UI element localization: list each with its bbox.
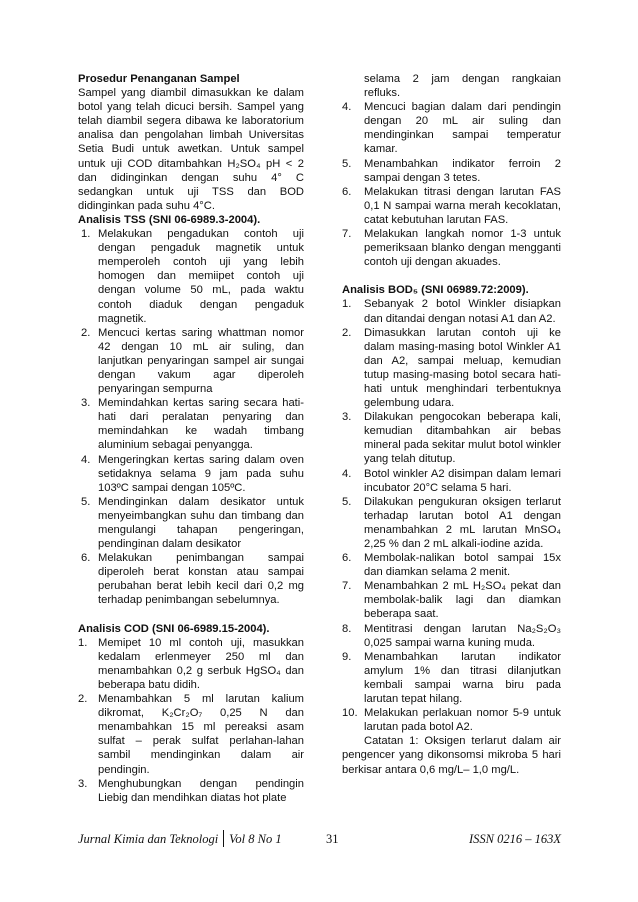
section-heading-sample-handling: Prosedur Penanganan Sampel: [78, 73, 240, 85]
list-item: 5. Dilakukan pengukuran oksigen terlarut terhadap larutan botol A1 dengan menambahkan 2 mL larutan MnSO₄ 2,25 % dan 2 mL alkali-iodine azida.: [342, 495, 561, 550]
list-item: 3. Menghubungkan dengan pendingin Liebig dan mendihkan diatas hot plate: [78, 777, 304, 804]
list-item-continuation: selama 2 jam dengan rangkaian refluks.: [364, 73, 561, 100]
journal-volume: Vol 8 No 1: [229, 832, 282, 846]
sample-handling-paragraph: Sampel yang diambil dimasukkan ke dalam botol yang telah dicuci bersih. Sampel yang telah diambil segera dibawa ke laboratorium analisa dan pengolahan limbah Universitas Setia Budi untuk awetkan. Untuk sampel untuk uji COD ditambahkan H₂SO₄ pH < 2 dan didinginkan dengan suhu 4° C sedangkan untuk uji TSS dan BOD didinginkan pada suhu 4°C.: [78, 87, 304, 212]
section-heading-bod: Analisis BOD₅ (SNI 06989.72:2009).: [342, 284, 529, 297]
list-item: 5. Menambahkan indikator ferroin 2 sampai dengan 3 tetes.: [342, 157, 561, 184]
list-item: 1. Melakukan pengadukan contoh uji dengan pengaduk magnetik untuk memperoleh contoh uji yang lebih homogen dan memiipet contoh uji dengan volume 50 mL, pada waktu contoh diaduk dengan pengaduk magnetik.: [81, 228, 304, 325]
list-item: 6. Melakukan penimbangan sampai diperoleh berat konstan atau sampai perubahan berat lebih kecil dari 0,2 mg terhadap penimbangan sebelumnya.: [81, 552, 304, 607]
tss-steps-list: [78, 227, 304, 608]
note-paragraph: Catatan 1: Oksigen terlarut dalam air pengencer yang dikonsomsi mikroba 5 hari berkisar antara 0,6 mg/L– 1,0 mg/L.: [342, 735, 561, 776]
list-item: 3. Dilakukan pengocokan beberapa kali, kemudian ditambahkan air bebas mineral pada sekitar mulut botol winkler yang telah ditutup.: [342, 411, 561, 466]
list-item: 1. Memipet 10 ml contoh uji, masukkan kedalam erlenmeyer 250 ml dan menambahkan 0,2 g serbuk HgSO₄ dan beberapa batu didih.: [78, 636, 304, 691]
page-footer: [78, 832, 561, 848]
list-item: 5. Mendinginkan dalam desikator untuk menyeimbangkan suhu dan timbang dan mengulangi tahapan pengeringan, pendinginan dalam desikator: [81, 495, 304, 551]
list-item: 6. Membolak-nalikan botol sampai 15x dan diamkan selama 2 menit.: [342, 552, 561, 579]
list-item: 2. Dimasukkan larutan contoh uji ke dalam masing-masing botol Winkler A1 dan A2, sampai meluap, kemudian tutup masing-masing botol secara hati-hati untuk menghindari terbentuknya gelembung udara.: [342, 326, 561, 410]
list-item: 8. Mentitrasi dengan larutan Na₂S₂O₃ 0,025 sampai warna kuning muda.: [342, 622, 561, 649]
list-item: 2. Menambahkan 5 ml larutan kalium dikromat, K₂Cr₂O₇ 0,25 N dan menambahkan 15 ml pereaksi asam sulfat – perak sulfat perlahan-lahan sambil mendinginkan dalam air pendingin.: [78, 693, 304, 776]
journal-name: Jurnal Kimia dan Teknologi: [78, 832, 219, 846]
list-item: 4. Mengeringkan kertas saring dalam oven setidaknya selama 9 jam pada suhu 103ºC sampai dengan 105ºC.: [81, 453, 304, 494]
list-item: 7. Melakukan langkah nomor 1-3 untuk pemeriksaan blanko dengan mengganti contoh uji dengan akuades.: [342, 228, 561, 269]
list-item: 7. Menambahkan 2 mL H₂SO₄ pekat dan membolak-balik lagi dan diamkan beberapa saat.: [342, 580, 561, 621]
right-column: [342, 72, 561, 777]
page-number: 31: [326, 832, 339, 846]
list-item: 4. Botol winkler A2 disimpan dalam lemari incubator 20°C selama 5 hari.: [342, 467, 561, 494]
list-item: 6. Melakukan titrasi dengan larutan FAS 0,1 N sampai warna merah kecoklatan, catat kebutuhan larutan FAS.: [342, 185, 561, 226]
footer-divider: [223, 830, 224, 847]
section-heading-tss: Analisis TSS (SNI 06-6989.3-2004).: [78, 213, 261, 226]
list-item: 1. Sebanyak 2 botol Winkler disiapkan dan ditandai dengan notasi A1 dan A2.: [342, 298, 561, 325]
list-item: 4. Mencuci bagian dalam dari pendingin dengan 20 mL air suling dan mendinginkan sampai temperatur kamar.: [342, 101, 561, 156]
cod-steps-continued: [342, 72, 561, 269]
section-heading-cod: Analisis COD (SNI 06-6989.15-2004).: [78, 622, 270, 635]
list-item: 3. Memindahkan kertas saring secara hati-hati dari peralatan penyaring dan memindahkan ke wadah timbang aluminium sebagai penyangga.: [81, 397, 304, 452]
cod-steps-list: [78, 636, 304, 805]
issn: ISSN 0216 – 163X: [468, 832, 561, 846]
list-item: 9. Menambahkan larutan indikator amylum 1% dan titrasi dilanjutkan kembali sampai warna biru pada larutan tepat hilang.: [342, 650, 561, 706]
bod-steps-list: [342, 297, 561, 734]
list-item: 10. Melakukan perlakuan nomor 5-9 untuk larutan pada botol A2.: [342, 707, 561, 734]
list-item: 2. Mencuci kertas saring whattman nomor 42 dengan 10 mL air suling, dan lanjutkan penyaringan sampel air sungai dengan vakum agar diperoleh penyaringan sempurna: [81, 326, 304, 396]
left-column: [78, 72, 304, 805]
